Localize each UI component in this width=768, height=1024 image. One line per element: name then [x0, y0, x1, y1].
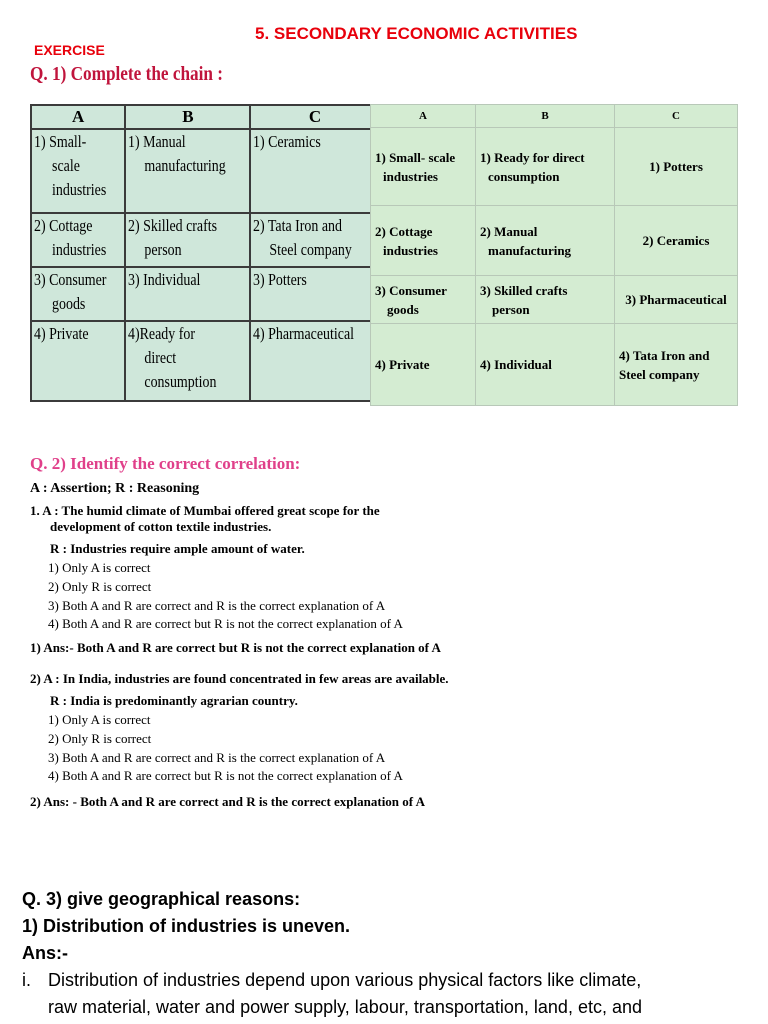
cell-line: 1) Ready for direct	[480, 149, 585, 165]
table-cell: 1) Potters	[615, 128, 738, 206]
q3-answer-label: Ans:-	[22, 943, 68, 963]
cell-line: industries	[52, 240, 107, 259]
q2-item1-option: 1) Only A is correct	[48, 560, 151, 575]
table-cell	[125, 267, 250, 321]
table-cell	[476, 128, 615, 206]
cell-line: 4)Ready for	[128, 324, 196, 343]
cell-line: 2) Cottage	[375, 223, 433, 239]
q3-subquestion: 1) Distribution of industries is uneven.	[22, 916, 351, 936]
cell-line: 2) Tata Iron and	[253, 216, 343, 235]
table-cell	[476, 206, 615, 276]
cell-line: 2) Cottage	[34, 216, 93, 235]
q2-item1-assertion-line1: 1. A : The humid climate of Mumbai offered great scope for the	[30, 503, 380, 518]
cell-line: industries	[383, 168, 438, 184]
q1-question-table	[30, 104, 381, 402]
table-cell	[31, 129, 125, 213]
q3-heading: Q. 3) give geographical reasons:	[22, 889, 301, 909]
q2-item2-option: 4) Both A and R are correct but R is not the correct explanation of A	[48, 768, 403, 783]
cell-line: 3) Consumer	[34, 270, 107, 289]
column-header-c: C	[250, 105, 379, 129]
table-cell	[371, 276, 476, 324]
cell-line: manufacturing	[488, 242, 572, 258]
q2-item1-assertion-line2: development of cotton textile industries.	[50, 519, 272, 534]
table-cell	[250, 213, 379, 267]
cell-line: direct	[144, 348, 177, 367]
q2-item2-answer: 2) Ans: - Both A and R are correct and R is the correct explanation of A	[30, 794, 426, 809]
q1-answer-table	[370, 104, 738, 406]
cell-line: 3) Individual	[128, 270, 201, 289]
table-cell	[250, 129, 379, 213]
table-row	[371, 324, 738, 406]
column-header-a: A	[31, 105, 125, 129]
q2-item2-assertion: 2) A : In India, industries are found concentrated in few areas are available.	[30, 671, 449, 686]
cell-line: scale	[52, 156, 80, 175]
cell-line: manufacturing	[144, 156, 226, 175]
column-header-c: C	[615, 105, 738, 128]
table-cell: 3) Pharmaceutical	[615, 276, 738, 324]
cell-line: 1) Small-	[34, 132, 87, 151]
cell-line: 3) Potters	[253, 270, 308, 289]
table-cell: 4) Individual	[476, 324, 615, 406]
table-cell	[250, 267, 379, 321]
q3-point-line1: Distribution of industries depend upon various physical factors like climate,	[48, 970, 642, 990]
table-header-row	[31, 105, 380, 129]
cell-line: Steel company	[619, 366, 700, 382]
table-cell	[371, 206, 476, 276]
q3-point-line2: raw material, water and power supply, labour, transportation, land, etc, and	[48, 997, 642, 1017]
column-header-b: B	[476, 105, 615, 128]
table-row	[371, 206, 738, 276]
table-header-row	[371, 105, 738, 128]
cell-line: 3) Consumer	[375, 282, 447, 298]
cell-line: industries	[52, 180, 107, 199]
cell-line: 1) Ceramics	[253, 132, 322, 151]
table-cell	[125, 213, 250, 267]
table-cell	[31, 267, 125, 321]
cell-line: 1) Manual	[128, 132, 186, 151]
table-row	[31, 129, 380, 213]
q2-item1-reason: R : Industries require ample amount of water.	[50, 541, 305, 556]
q3-point-marker: i.	[22, 970, 31, 990]
column-header-b: B	[125, 105, 250, 129]
table-row	[371, 128, 738, 206]
exercise-label: EXERCISE	[34, 42, 105, 58]
q2-legend: A : Assertion; R : Reasoning	[30, 481, 200, 496]
page-title: 5. SECONDARY ECONOMIC ACTIVITIES	[255, 24, 578, 43]
table-row	[31, 321, 380, 401]
table-row	[371, 276, 738, 324]
cell-line: 2) Manual	[480, 223, 538, 239]
cell-line: 1) Small- scale	[375, 149, 456, 165]
table-cell	[31, 321, 125, 401]
cell-line: 4) Private	[34, 324, 89, 343]
table-cell	[31, 213, 125, 267]
table-cell: 4) Private	[371, 324, 476, 406]
table-cell	[371, 128, 476, 206]
cell-line: goods	[387, 301, 419, 317]
q2-item2-option: 3) Both A and R are correct and R is the correct explanation of A	[48, 750, 386, 765]
column-header-a: A	[371, 105, 476, 128]
cell-line: industries	[383, 242, 438, 258]
cell-line: 4) Pharmaceutical	[253, 324, 355, 343]
cell-line: person	[492, 301, 530, 317]
q2-item1-option: 3) Both A and R are correct and R is the correct explanation of A	[48, 598, 386, 613]
table-cell	[125, 321, 250, 401]
cell-line: consumption	[144, 372, 217, 391]
cell-line: goods	[52, 294, 86, 313]
q2-item2-option: 1) Only A is correct	[48, 712, 151, 727]
table-cell	[250, 321, 379, 401]
cell-line: 3) Skilled crafts	[480, 282, 568, 298]
table-row	[31, 267, 380, 321]
table-cell	[615, 324, 738, 406]
cell-line: 2) Skilled crafts	[128, 216, 218, 235]
cell-line: Steel company	[269, 240, 353, 259]
q1-heading: Q. 1) Complete the chain :	[30, 63, 224, 85]
q2-item1-option: 2) Only R is correct	[48, 579, 152, 594]
q2-item2-option: 2) Only R is correct	[48, 731, 152, 746]
q2-item1-option: 4) Both A and R are correct but R is not the correct explanation of A	[48, 616, 403, 631]
cell-line: 4) Tata Iron and	[619, 347, 710, 363]
table-cell: 2) Ceramics	[615, 206, 738, 276]
cell-line: person	[144, 240, 182, 259]
q2-heading: Q. 2) Identify the correct correlation:	[30, 454, 301, 473]
q2-item2-reason: R : India is predominantly agrarian country.	[50, 693, 298, 708]
table-cell	[125, 129, 250, 213]
cell-line: consumption	[488, 168, 560, 184]
table-cell	[476, 276, 615, 324]
table-row	[31, 213, 380, 267]
q2-item1-answer: 1) Ans:- Both A and R are correct but R is not the correct explanation of A	[30, 640, 441, 655]
